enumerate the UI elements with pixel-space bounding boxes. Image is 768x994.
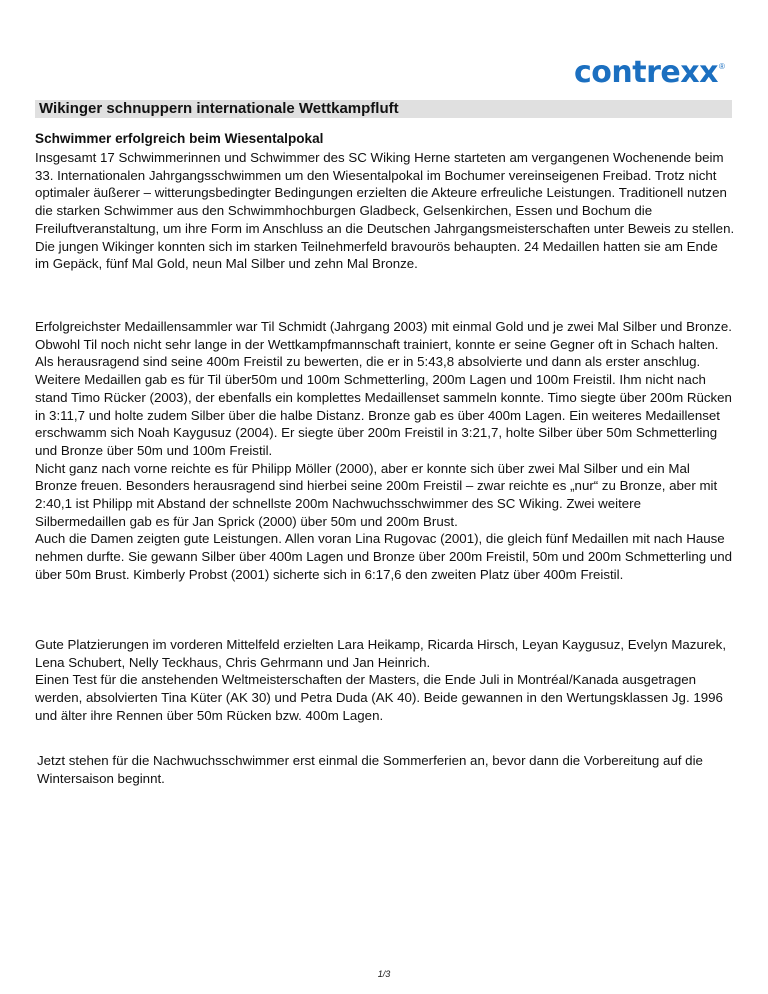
paragraph-results-til-timo-noah: Erfolgreichster Medaillensammler war Til Schmidt (Jahrgang 2003) mit einmal Gold und je zwei Mal Silber und Bronze. Obwohl Til noch nicht sehr lange in der Wettkampfmannschaft trainiert, konnte er seine Gegner oft in Schach halten. Als herausragend sind seine 400m Freistil zu bewerten, die er in 5:43,8 absolvierte und dann als erster anschlug. Weitere Medaillen gab es für Til über50m und 100m Schmetterling, 200m Lagen und 100m Freistil. Ihm nicht nach stand Timo Rücker (2003), der ebenfalls ein komplettes Medaillenset sammeln konnte. Timo siegte über 200m Rücken in 3:11,7 und holte zudem Silber über die halbe Distanz. Bronze gab es über 400m Lagen. Ein weiteres Medaillenset erschwamm sich Noah Kaygusuz (2004). Er siegte über 200m Freistil in 3:21,7, holte Silber über 50m Schmetterling und Bronze über 50m und 100m Freistil.	[35, 319, 732, 458]
logo-wordmark: contrexx	[574, 55, 718, 90]
paragraph-results-women: Auch die Damen zeigten gute Leistungen. Allen voran Lina Rugovac (2001), die gleich fünf Medaillen mit nach Hause nehmen durfte. Sie gewann Silber über 400m Lagen und Bronze über 200m Freistil, 50m und 200m Schmetterling und über 50m Brust. Kimberly Probst (2001) sicherte sich in 6:17,6 den zweiten Platz über 400m Freistil.	[35, 531, 733, 582]
paragraph-results	[35, 318, 735, 584]
paragraph-results-philipp-jan: Nicht ganz nach vorne reichte es für Philipp Möller (2000), aber er konnte sich über zwei Mal Silber und ein Mal Bronze freuen. Besonders herausragend sind hierbei seine 200m Freistil – zwar reichte es „nur“ zu Bronze, aber mit 2:40,1 ist Philipp mit Abstand der schnellste 200m Nachwuchsschwimmer des SC Wiking. Zwei weitere Silbermedaillen gab es für Jan Sprick (2000) über 50m und 200m Brust.	[35, 460, 718, 529]
paragraph-placements	[35, 636, 735, 725]
article-subheading: Schwimmer erfolgreich beim Wiesentalpokal	[35, 131, 324, 146]
logo-registered-mark: ®	[718, 62, 725, 71]
paragraph-outlook: Jetzt stehen für die Nachwuchsschwimmer erst einmal die Sommerferien an, bevor dann die Vorbereitung auf die Wintersaison beginnt.	[37, 753, 703, 786]
paragraph-placements-masters: Einen Test für die anstehenden Weltmeisterschaften der Masters, die Ende Juli in Montréal/Kanada ausgetragen werden, absolvierten Tina Küter (AK 30) und Petra Duda (AK 40). Beide gewannen in den Wertungsklassen Jg. 1996 und älter ihre Rennen über 50m Rücken bzw. 400m Lagen.	[35, 672, 723, 723]
paragraph-placements-midfield: Gute Platzierungen im vorderen Mittelfeld erzielten Lara Heikamp, Ricarda Hirsch, Leyan Kaygusuz, Evelyn Mazurek, Lena Schubert, Nelly Teckhaus, Chris Gehrmann und Jan Heinrich.	[35, 637, 727, 670]
contrexx-logo	[574, 55, 744, 90]
paragraph-intro: Insgesamt 17 Schwimmerinnen und Schwimmer des SC Wiking Herne starteten am vergangenen Wochenende beim 33. Internationalen Jahrgangsschwimmen um den Wiesentalpokal im Bochumer vereinseigenen Freibad. Trotz nicht optimaler äußerer – witterungsbedingter Bedingungen erzielten die Akteure erfreuliche Leistungen. Traditionell nutzen die starken Schwimmer aus den Schwimmhochburgen Gladbeck, Gelsenkirchen, Essen und Bochum die Freiluftveranstaltung, um ihre Form im Anschluss an die Deutschen Jahrgangsmeisterschaften unter Beweis zu stellen. Die jungen Wikinger konnten sich im starken Teilnehmerfeld bravourös behaupten. 24 Medaillen hatten sie am Ende im Gepäck, fünf Mal Gold, neun Mal Silber und zehn Mal Bronze.	[35, 150, 735, 272]
page-number: 1/3	[377, 969, 391, 979]
article-headline: Wikinger schnuppern internationale Wettkampfluft	[35, 100, 732, 118]
